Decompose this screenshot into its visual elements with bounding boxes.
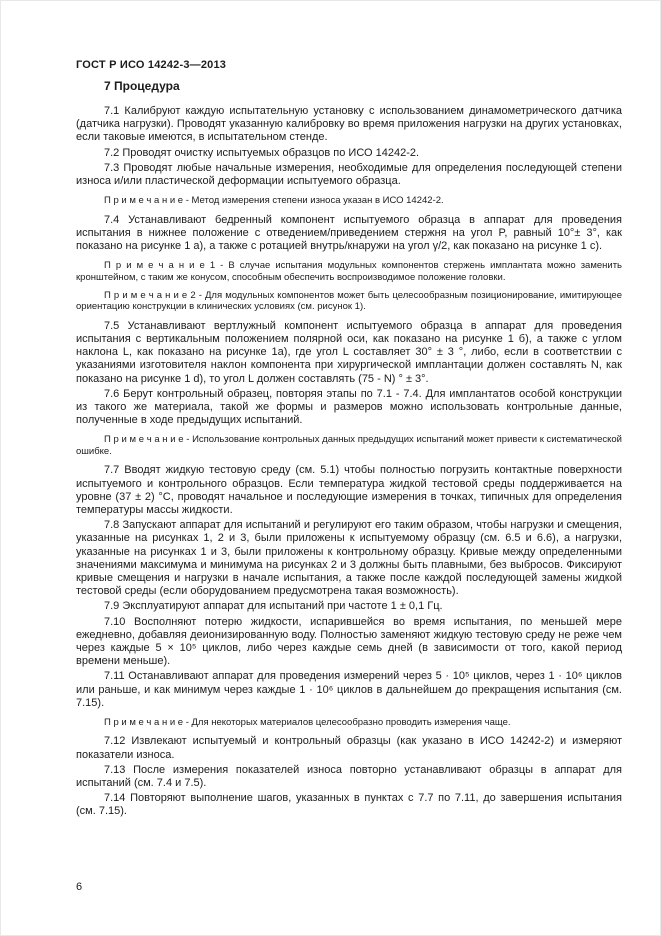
body-paragraph: 7.3 Проводят любые начальные измерения, необходимые для определения последующей степени износа и/или пластической деформации испытуемого образца. bbox=[76, 161, 622, 188]
note-paragraph: П р и м е ч а н и е - Для некоторых материалов целесообразно проводить измерения чаще. bbox=[104, 716, 511, 728]
body-paragraph: 7.6 Берут контрольный образец, повторяя этапы по 7.1 - 7.4. Для имплантатов особой конструкции из такого же материала, такой же формы и размеров можно использовать контрольные данные, полученные в ходе предыдущих испытаний. bbox=[76, 387, 622, 427]
body-paragraph: 7.4 Устанавливают бедренный компонент испытуемого образца в аппарат для проведения испытания в нижнее положение с отведением/приведением стержня на угол P, равный 10°± 3°, как показано на рисунке 1 а), а также с ротацией внутрь/кнаружи на угол γ/2, как показано на рисунке 1 с). bbox=[76, 213, 622, 253]
body-paragraph: 7.13 После измерения показателей износа повторно устанавливают образцы в аппарат для испытаний (см. 7.4 и 7.5). bbox=[76, 763, 622, 789]
body-paragraph: 7.8 Запускают аппарат для испытаний и регулируют его таким образом, чтобы нагрузки и смещения, указанные на рисунках 1, 2 и 3, были приложены к испытуемому образцу (см. 6.5 и 6.6), а нагрузки, указанные на рисунках 1 и 3, были приложены к контрольному образцу. Кривые между определенными значениями максимума и минимума на рисунках 2 и 3 должны быть плавными, без выбросов. Фиксируют кривые смещения и нагрузки в начале испытания, а также после каждой последующей замены жидкой тестовой среды (если оборудованием предусмотрена такая возможность). bbox=[76, 519, 622, 598]
body-paragraph: 7.1 Калибруют каждую испытательную установку с использованием динамометрического датчика (датчика нагрузки). Проводят указанную калибровку во время приложения нагрузки на других установках, если таковые имеются, в испытательном стенде. bbox=[76, 105, 622, 144]
section-title: 7 Процедура bbox=[104, 79, 180, 93]
document-body bbox=[76, 105, 622, 819]
note-paragraph: П р и м е ч а н и е 2 - Для модульных компонентов может быть целесообразным позиционирование, имитирующее ориентацию конструкции в клинических условиях (см. рисунок 1). bbox=[76, 290, 622, 313]
document-content bbox=[76, 79, 622, 821]
body-paragraph: 7.2 Проводят очистку испытуемых образцов по ИСО 14242-2. bbox=[104, 146, 420, 159]
body-paragraph: 7.10 Восполняют потерю жидкости, испарившейся во время испытания, по меньшей мере ежедневно, добавляя деионизированную воду. Полностью заменяют жидкую тестовую среду не реже чем через каждые 5 × 10⁵ циклов, либо через каждые семь дней (в зависимости от того, какой период времени меньше). bbox=[76, 615, 622, 668]
document-header: ГОСТ Р ИСО 14242-3—2013 bbox=[76, 59, 227, 71]
body-paragraph: 7.14 Повторяют выполнение шагов, указанных в пунктах с 7.7 по 7.11, до завершения испытания (см. 7.15). bbox=[76, 792, 622, 818]
note-paragraph: П р и м е ч а н и е - Метод измерения степени износа указан в ИСО 14242-2. bbox=[104, 195, 444, 207]
body-paragraph: 7.11 Останавливают аппарат для проведения измерений через 5 · 10⁵ циклов, через 1 · 10⁶ циклов или раньше, и как минимум через каждые 1 · 10⁶ циклов в дальнейшем до прекращения испытания (см. 7.15). bbox=[76, 670, 622, 709]
note-paragraph: П р и м е ч а н и е 1 - В случае испытания модульных компонентов стержень имплантата можно заменить кронштейном, с таким же конусом, способным обеспечить воспроизводимое положение головки. bbox=[76, 260, 622, 283]
body-paragraph: 7.5 Устанавливают вертлужный компонент испытуемого образца в аппарат для проведения испытания с вертикальным положением полярной оси, как показано на рисунке 1 б), а также с углом наклона L, как показано на рисунке 1а), где угол L составляет 30° ± 3 °, либо, если в соответствии с указаниями изготовителя наклон компонента при хирургической имплантации должен составлять N, как показано на рисунке 1 d), то угол L должен составлять (75 - N) ° ± 3°. bbox=[76, 319, 622, 385]
body-paragraph: 7.12 Извлекают испытуемый и контрольный образцы (как указано в ИСО 14242-2) и измеряют показатели износа. bbox=[76, 735, 622, 761]
body-paragraph: 7.9 Эксплуатируют аппарат для испытаний при частоте 1 ± 0,1 Гц. bbox=[104, 600, 443, 613]
note-paragraph: П р и м е ч а н и е - Использование контрольных данных предыдущих испытаний может привести к систематической ошибке. bbox=[76, 434, 622, 457]
page-number: 6 bbox=[76, 881, 83, 893]
body-paragraph: 7.7 Вводят жидкую тестовую среду (см. 5.1) чтобы полностью погрузить контактные поверхности испытуемого и контрольного образцов. Если температура жидкой тестовой среды поддерживается на уровне (37 ± 2) °С, проводят начальное и последующие измерения в точках, типичных для определения температуры массы жидкости. bbox=[76, 464, 622, 516]
